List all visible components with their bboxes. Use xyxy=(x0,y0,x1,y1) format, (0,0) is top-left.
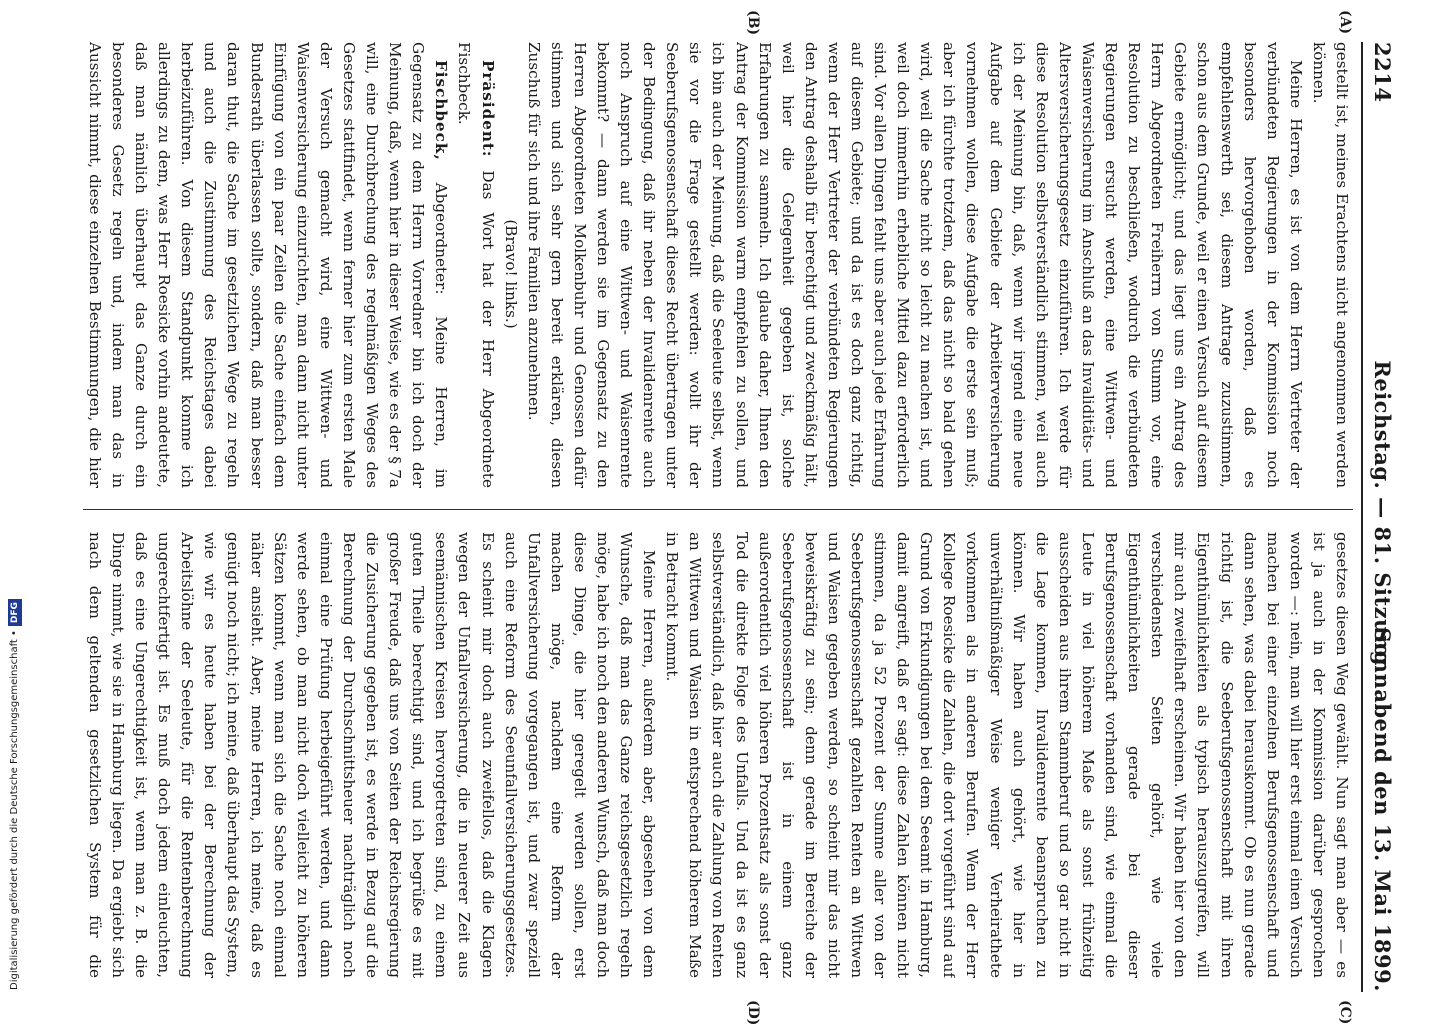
left-paragraph-1: gestellt ist, meines Erachtens nicht angenommen werden können. xyxy=(1309,42,1351,488)
session-date: Sonnabend den 13. Mai 1899. xyxy=(1370,627,1395,992)
margin-marker-c: (C) xyxy=(1337,1000,1353,1025)
footer-text-rotated xyxy=(5,602,25,990)
rotated-document-page xyxy=(79,10,1397,1025)
right-paragraph-1: gesetzes diesen Weg gewählt. Nun sagt man aber — es ist ja auch in der Kommission darüber gesprochen worden —: nein, man will hier erst einmal einen Versuch machen bei einer einzelnen Berufsgenossenschaft und dann sehen, was dabei herauskommt. Ob es nun gerade richtig ist, die Seeberufsgenossenschaft mit ihren Eigenthümlichkeiten als typisch herauszugreifen, will mir auch zweifelhaft erscheinen. Wir haben hier von den verschiedensten Seiten gehört, wie viele Eigenthümlichkeiten gerade bei dieser Berufsgenossenschaft vorhanden sind, wie einmal die Leute in viel höherem Maße als sonst frühzeitig ausscheiden aus ihrem Stammberuf und so gar nicht in die Lage kommen, Invalidenrente beanspruchen zu können. Wir haben auch gehört, wie hier in unverhältnißmäßiger Weise weniger Verheirathete vorkommen als in anderen Berufen. Wenn der Herr Kollege Roesicke die Zahlen, die dort vorgeführt sind auf Grund von Erkundigungen bei dem Seeamt in Hamburg, damit angreift, daß er sagt: diese Zahlen können nicht stimmen, da ja 52 Prozent der Summe aller von der Seeberufsgenossenschaft gezahlten Renten an Wittwen und Waisen gegeben werden, so scheint mir das nicht beweiskräftig zu sein; denn gerade im Bereiche der Seeberufsgenossenschaft ist in einem ganz außerordentlich viel höheren Prozentsatz als sonst der Tod die direkte Folge des Unfalls. Und da ist es ganz selbstverständlich, daß hier auch die Zahlung von Renten an Wittwen und Waisen in entsprechend höherem Maße in Betracht kommt. xyxy=(663,532,1351,978)
speaker-label: Fischbeck, xyxy=(432,60,451,161)
left-paragraph-2: Meine Herren, es ist von dem Herrn Vertreter der verbündeten Regierungen in der Kommission noch besonders hervorgehoben worden, daß es empfehlenswerth sei, diesem Antrage zuzustimmen, schon aus dem Grunde, weil er einen Versuch auf diesem Gebiete ermöglicht; und das liegt uns ein Antrag des Herrn Abgeordneten Freiherrn von Stumm vor, eine Resolution zu beschließen, wodurch die verbündeten Regierungen ersucht werden, eine Wittwen- und Waisenversicherung im Anschluß an das Invaliditäts- und Altersversicherungsgesetz einzuführen. Ich werde für diese Resolution selbstverständlich stimmen, weil auch ich der Meinung bin, daß, wenn wir irgend eine neue Aufgabe auf dem Gebiete der Arbeiterversicherung vornehmen wollen, diese Aufgabe die erste sein muß; aber ich fürchte trotzdem, daß das nicht so bald gehen wird, weil die Sache nicht so leicht zu machen ist, und weil doch immerhin erhebliche Mittel dazu erforderlich sind. Vor allen Dingen fehlt uns aber auch jede Erfahrung auf diesem Gebiete; und da ist es doch ganz richtig, wenn der Herr Vertreter der verbündeten Regierungen den Antrag deshalb für berechtigt und zweckmäßig hält, weil hier die Gelegenheit gegeben ist, solche Erfahrungen zu sammeln. Ich glaube daher, Ihnen den Antrag der Kommission warm empfehlen zu sollen, und ich bin auch der Meinung, daß die Seeleute selbst, wenn sie vor die Frage gestellt werden: wollt ihr der Seeberufsgenossenschaft dieses Recht übertragen unter der Bedingung, daß ihr neben der Invalidenrente auch noch Anspruch auf eine Wittwen- und Waisenrente bekommt? — dann werden sie im Gegensatz zu den Herren Abgeordneten Molkenbuhr und Genossen dafür stimmen und sich sehr gern bereit erklären, diesen Zuschuß für sich und ihre Familien anzunehmen. xyxy=(524,42,1305,488)
margin-marker-b: (B) xyxy=(745,10,761,36)
president-text: Das Wort hat der Herr Abgeordnete Fischbeck. xyxy=(455,42,497,488)
speaker-text: Abgeordneter: Meine Herren, im Gegensatz zu dem Herrn Vorredner bin ich doch der Meinung, daß, wenn hier in dieser Weise, wie es der § 7a will, eine Durchbrechung des regelmäßigen Weges des Gesetzes stattfindet, wenn ferner hier zum ersten Male der Versuch gemacht wird, eine Wittwen- und Waisenversicherung einzurichten, man dann nicht unter Einfügung von ein paar Zeilen die Sache einfach dem Bundesrath überlassen sollte, sondern, daß man besser daran thut, die Sache im gesetzlichen Wege zu regeln und auch die Zustimmung des Reichstages dabei herbeizuführen. Von diesem Standpunkt komme ich allerdings zu dem, was Herr Roesicke vorhin andeutete, daß man nämlich überhaupt das Ganze durch ein besonderes Gesetz regeln und, indem man das in Aussicht nimmt, diese einzelnen Bestimmungen, die hier xyxy=(85,42,451,488)
left-column xyxy=(83,42,1353,488)
margin-marker-d: (D) xyxy=(745,1000,761,1025)
president-label: Präsident: xyxy=(478,60,497,158)
president-statement xyxy=(452,42,498,488)
right-paragraph-2: Meine Herren, außerdem aber, abgesehen von dem Wunsche, daß man das Ganze reichsgesetzlich regeln möge, habe ich noch den anderen Wunsch, daß man doch diese Dinge, die hier geregelt werden sollen, erst machen möge, nachdem eine Reform der Unfallversicherung vorgegangen ist, und zwar speziell auch eine Reform des Seeunfallversicherungsgesetzes. Es scheint mir doch auch zweifellos, daß die Klagen wegen der Unfallversicherung, die in neuerer Zeit aus seemännischen Kreisen hervorgetreten sind, zu einem guten Theile berechtigt sind, und ich begrüße es mit großer Freude, daß uns von Seiten der Reichsregierung die Zusicherung gegeben ist, es werde in Bezug auf die Berechnung der Durchschnittsheuer nachträglich noch einmal eine Prüfung herbeigeführt werden, und dann werde sehen, ob man nicht doch vielleicht zu höheren Sätzen kommt, wenn man sich die Sache noch einmal näher ansieht. Aber, meine Herren, ich meine, daß es genügt noch nicht; ich meine, daß überhaupt das System, wie wir es heute haben bei der Berechnung der Arbeitslöhne der Seeleute, für die Rentenberechnung ungerechtfertigt ist. Es muß doch jedem einleuchten, daß es eine Ungerechtigkeit ist, wenn man z. B. die Dinge nimmt, wie sie in Hamburg liegen. Da ergiebt sich nach dem geltenden gesetzlichen System für die xyxy=(85,532,659,978)
header-rule xyxy=(1361,42,1363,992)
column-divider xyxy=(83,509,1353,510)
margin-marker-a: (A) xyxy=(1337,10,1353,35)
page-header xyxy=(1363,42,1397,992)
dfg-logo: DFG xyxy=(8,599,22,626)
page-title: Reichstag. — 81. Sitzung. xyxy=(1370,360,1395,674)
digitization-footer xyxy=(5,602,25,990)
page-number: 2214 xyxy=(1370,42,1395,103)
footer-credit: Digitalisierung gefördert durch die Deutsche Forschungsgemeinschaft • xyxy=(9,630,20,990)
applause-note: (Bravo! links.) xyxy=(501,219,520,329)
right-column xyxy=(83,532,1353,978)
speaker-statement xyxy=(83,42,452,488)
